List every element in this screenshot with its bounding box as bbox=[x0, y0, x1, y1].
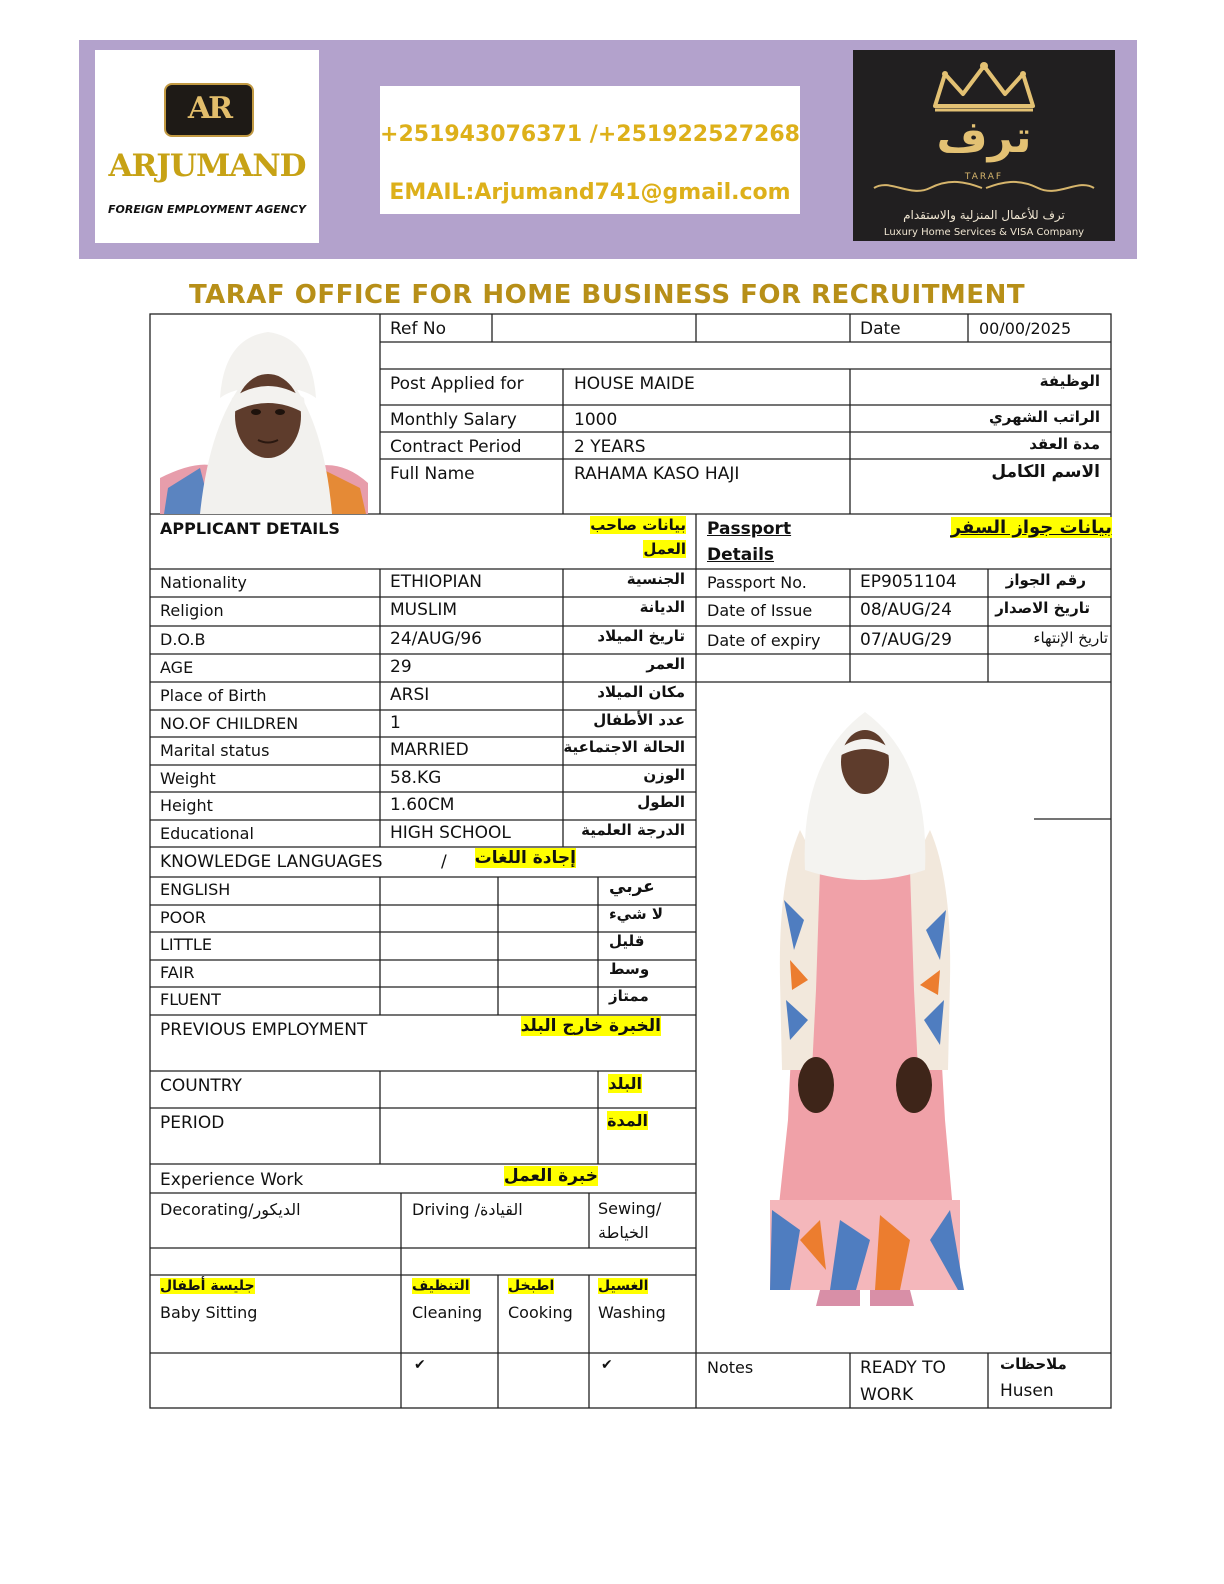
language-level-label: LITTLE bbox=[160, 935, 212, 954]
applicant-details-heading: APPLICANT DETAILS bbox=[160, 519, 340, 538]
ref-label: Ref No bbox=[390, 319, 447, 339]
skill-washing-ar: الغسيل bbox=[598, 1278, 649, 1294]
notes-label-ar: ملاحظات bbox=[1000, 1355, 1067, 1373]
date-label: Date bbox=[860, 319, 901, 339]
language-level-label: ENGLISH bbox=[160, 880, 231, 899]
language-level-label: POOR bbox=[160, 908, 206, 927]
contract-label-ar: مدة العقد bbox=[1029, 435, 1100, 453]
previous-employment-heading: PREVIOUS EMPLOYMENT bbox=[160, 1020, 368, 1040]
applicant-field-label: Religion bbox=[160, 601, 224, 620]
applicant-field-value[interactable]: 29 bbox=[390, 657, 412, 677]
applicant-field-label: AGE bbox=[160, 658, 194, 677]
applicant-field-label-ar: مكان الميلاد bbox=[597, 683, 685, 701]
passport-no-label: Passport No. bbox=[707, 573, 807, 592]
applicant-field-label-ar: عدد الأطفال bbox=[593, 711, 685, 729]
applicant-field-label-ar: الطول bbox=[637, 793, 685, 811]
agency-tagline: FOREIGN EMPLOYMENT AGENCY bbox=[108, 203, 306, 216]
document-title: TARAF OFFICE FOR HOME BUSINESS FOR RECRUITMENT bbox=[188, 280, 1026, 310]
language-level-label-ar: عربي bbox=[609, 877, 655, 897]
applicant-field-value[interactable]: ARSI bbox=[390, 685, 430, 705]
language-level-label: FAIR bbox=[160, 963, 195, 982]
applicant-portrait-photo bbox=[160, 318, 368, 514]
fullname-label: Full Name bbox=[390, 464, 475, 484]
skill-sewing-ar: الخياطة bbox=[598, 1223, 649, 1242]
taraf-logo-word: TARAF bbox=[964, 172, 1004, 182]
contact-email: EMAIL:Arjumand741@gmail.com bbox=[389, 180, 791, 205]
applicant-field-value[interactable]: 58.KG bbox=[390, 768, 442, 788]
applicant-field-label-ar: الدرجة العلمية bbox=[581, 821, 685, 839]
passport-heading-2: Details bbox=[707, 545, 775, 565]
contract-value[interactable]: 2 YEARS bbox=[574, 437, 646, 457]
expiry-date-label: Date of expiry bbox=[707, 631, 821, 650]
contract-label: Contract Period bbox=[390, 437, 522, 457]
languages-separator: / bbox=[441, 852, 447, 872]
applicant-field-label-ar: الوزن bbox=[643, 766, 685, 784]
applicant-details-heading-ar: بيانات صاحب bbox=[590, 516, 686, 534]
notes-value-2[interactable]: WORK bbox=[860, 1385, 914, 1405]
notes-agent: Husen bbox=[1000, 1381, 1054, 1401]
date-value[interactable]: 00/00/2025 bbox=[979, 319, 1072, 338]
applicant-field-label: Place of Birth bbox=[160, 686, 267, 705]
period-label: PERIOD bbox=[160, 1113, 225, 1133]
expiry-date-label-ar: تاريخ الإنتهاء bbox=[1033, 629, 1108, 647]
applicant-field-label-ar: العمر bbox=[646, 655, 685, 673]
applicant-field-label: NO.OF CHILDREN bbox=[160, 714, 299, 733]
applicant-field-value[interactable]: MARRIED bbox=[390, 740, 469, 760]
salary-label: Monthly Salary bbox=[390, 410, 517, 430]
issue-date-label: Date of Issue bbox=[707, 601, 813, 620]
applicant-field-label-ar: الديانة bbox=[639, 598, 685, 616]
applicant-field-value[interactable]: 24/AUG/96 bbox=[390, 629, 482, 649]
applicant-field-label-ar: الحالة الاجتماعية bbox=[563, 738, 685, 756]
passport-heading: Passport bbox=[707, 519, 792, 539]
applicant-field-value[interactable]: MUSLIM bbox=[390, 600, 458, 620]
notes-value[interactable]: READY TO bbox=[860, 1358, 946, 1378]
country-label: COUNTRY bbox=[160, 1076, 242, 1096]
fullname-label-ar: الاسم الكامل bbox=[991, 462, 1100, 482]
period-label-ar: المدة bbox=[607, 1111, 648, 1130]
skill-driving: Driving /القيادة bbox=[412, 1200, 523, 1219]
fullname-value[interactable]: RAHAMA KASO HAJI bbox=[574, 464, 740, 484]
skill-babysitting: Baby Sitting bbox=[160, 1303, 258, 1322]
applicant-field-label: D.O.B bbox=[160, 630, 206, 649]
applicant-field-label: Nationality bbox=[160, 573, 247, 592]
post-label: Post Applied for bbox=[390, 374, 524, 394]
notes-label: Notes bbox=[707, 1358, 754, 1377]
applicant-field-value[interactable]: 1.60CM bbox=[390, 795, 455, 815]
language-level-label-ar: ممتاز bbox=[609, 987, 649, 1005]
skill-washing: Washing bbox=[598, 1303, 666, 1322]
language-level-label-ar: قليل bbox=[609, 932, 645, 950]
skill-cooking: Cooking bbox=[508, 1303, 573, 1322]
language-level-label-ar: وسط bbox=[609, 960, 650, 978]
applicant-field-value[interactable]: HIGH SCHOOL bbox=[390, 823, 511, 843]
applicant-full-body-photo bbox=[760, 700, 970, 1315]
previous-employment-heading-ar: الخبرة خارج البلد bbox=[520, 1016, 661, 1036]
passport-no-label-ar: رقم الجواز bbox=[1005, 571, 1086, 589]
applicant-field-label-ar: تاريخ الميلاد bbox=[597, 627, 685, 645]
language-level-label-ar: لا شيء bbox=[609, 905, 663, 923]
taraf-logo-mark: ترف bbox=[936, 112, 1032, 163]
applicant-field-value[interactable]: ETHIOPIAN bbox=[390, 572, 482, 592]
applicant-field-label-ar: الجنسية bbox=[626, 570, 685, 588]
post-value[interactable]: HOUSE MAIDE bbox=[574, 374, 695, 394]
passport-heading-ar: بيانات جواز السفر bbox=[950, 517, 1112, 538]
taraf-name-ar: ترف للأعمال المنزلية والاستقدام bbox=[903, 208, 1065, 222]
skill-cooking-ar: اطبخل bbox=[508, 1278, 555, 1294]
applicant-details-heading-ar-2: العمل bbox=[643, 540, 686, 558]
skill-sewing: Sewing/ bbox=[598, 1199, 662, 1218]
contact-phone: +251943076371 /+251922527268 bbox=[380, 122, 800, 147]
taraf-name-en: Luxury Home Services & VISA Company bbox=[883, 227, 1085, 238]
skill-cleaning-ar: التنظيف bbox=[412, 1278, 470, 1294]
washing-check-icon[interactable]: ✔ bbox=[601, 1357, 613, 1373]
experience-heading: Experience Work bbox=[160, 1170, 304, 1190]
skill-decorating: Decorating/الديكور bbox=[160, 1200, 301, 1219]
experience-heading-ar: خبرة العمل bbox=[503, 1166, 598, 1186]
salary-value[interactable]: 1000 bbox=[574, 410, 618, 430]
salary-label-ar: الراتب الشهري bbox=[989, 408, 1100, 426]
issue-date-value[interactable]: 08/AUG/24 bbox=[860, 600, 952, 620]
skill-babysitting-ar: جليسة أطفال bbox=[160, 1278, 255, 1294]
applicant-field-label: Weight bbox=[160, 769, 216, 788]
applicant-field-value[interactable]: 1 bbox=[390, 713, 401, 733]
languages-heading-ar: إجادة اللغات bbox=[474, 848, 576, 868]
agency-name: ARJUMAND bbox=[108, 148, 306, 184]
languages-heading: KNOWLEDGE LANGUAGES bbox=[160, 852, 383, 872]
country-label-ar: البلد bbox=[608, 1074, 642, 1093]
applicant-field-label: Height bbox=[160, 796, 213, 815]
cleaning-check-icon[interactable]: ✔ bbox=[414, 1357, 426, 1373]
arjumand-emblem-icon: AR bbox=[164, 83, 254, 137]
applicant-field-label: Educational bbox=[160, 824, 254, 843]
language-level-label: FLUENT bbox=[160, 990, 221, 1009]
skill-cleaning: Cleaning bbox=[412, 1303, 483, 1322]
passport-no-value[interactable]: EP9051104 bbox=[860, 572, 957, 592]
expiry-date-value[interactable]: 07/AUG/29 bbox=[860, 630, 952, 650]
applicant-field-label: Marital status bbox=[160, 741, 270, 760]
post-label-ar: الوظيفة bbox=[1039, 372, 1100, 390]
issue-date-label-ar: تاريخ الاصدار bbox=[995, 599, 1090, 617]
